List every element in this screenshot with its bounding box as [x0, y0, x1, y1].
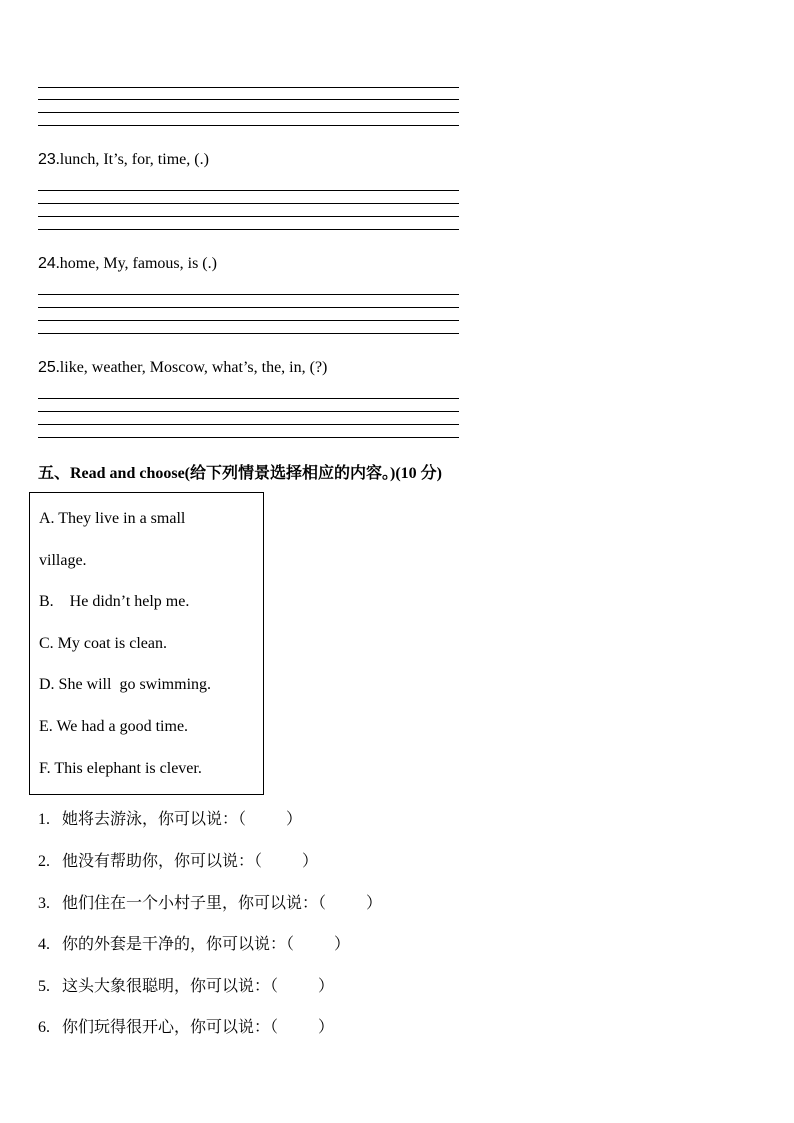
answer-line	[38, 307, 459, 308]
item-number: 1.	[38, 811, 50, 828]
item-number: 2.	[38, 853, 50, 870]
answer-line	[38, 411, 459, 412]
question-text: .like, weather, Moscow, what’s, the, in, (?)	[55, 359, 328, 376]
item-text: 她将去游泳，你可以说：（ ）	[62, 811, 303, 828]
answer-line	[38, 125, 459, 126]
question-number: 25	[38, 359, 56, 376]
answer-line	[38, 437, 459, 438]
scenario-item-6	[38, 1014, 334, 1037]
answer-line	[38, 99, 459, 100]
item-number: 3.	[38, 895, 50, 912]
question-text: .lunch, It’s, for, time, (.)	[55, 151, 209, 168]
option-d: D. She will go swimming.	[39, 676, 212, 693]
scenario-item-5	[38, 973, 334, 996]
scenario-item-1	[38, 806, 302, 829]
answer-line	[38, 87, 459, 88]
option-a-continued: village.	[39, 552, 87, 569]
answer-line	[38, 216, 459, 217]
answer-line	[38, 190, 459, 191]
question-number: 24	[38, 255, 56, 272]
item-text: 你的外套是干净的，你可以说：（ ）	[62, 936, 351, 953]
item-text: 他们住在一个小村子里，你可以说：（ ）	[62, 895, 383, 912]
options-box	[29, 492, 264, 795]
option-b: B. He didn’t help me.	[39, 593, 190, 610]
option-a: A. They live in a small	[39, 510, 186, 527]
question-25	[38, 358, 327, 378]
scenario-item-2	[38, 848, 318, 871]
question-text: .home, My, famous, is (.)	[55, 255, 217, 272]
option-e: E. We had a good time.	[39, 718, 189, 735]
question-24	[38, 254, 217, 274]
question-23	[38, 150, 209, 170]
scenario-item-4	[38, 931, 350, 954]
answer-line	[38, 229, 459, 230]
question-number: 23	[38, 151, 56, 168]
scenario-item-3	[38, 890, 382, 913]
item-text: 他没有帮助你，你可以说：（ ）	[62, 853, 319, 870]
answer-line	[38, 203, 459, 204]
item-number: 6.	[38, 1019, 50, 1036]
answer-line	[38, 333, 459, 334]
answer-line	[38, 424, 459, 425]
answer-line	[38, 294, 459, 295]
item-text: 这头大象很聪明，你可以说：（ ）	[62, 978, 335, 995]
option-c: C. My coat is clean.	[39, 635, 167, 652]
answer-line	[38, 398, 459, 399]
item-number: 4.	[38, 936, 50, 953]
answer-line	[38, 320, 459, 321]
answer-line	[38, 112, 459, 113]
item-number: 5.	[38, 978, 50, 995]
section-heading: 五、Read and choose(给下列情景选择相应的内容。)(10 分)	[38, 465, 442, 482]
option-f: F. This elephant is clever.	[39, 760, 202, 777]
item-text: 你们玩得很开心，你可以说：（ ）	[62, 1019, 335, 1036]
